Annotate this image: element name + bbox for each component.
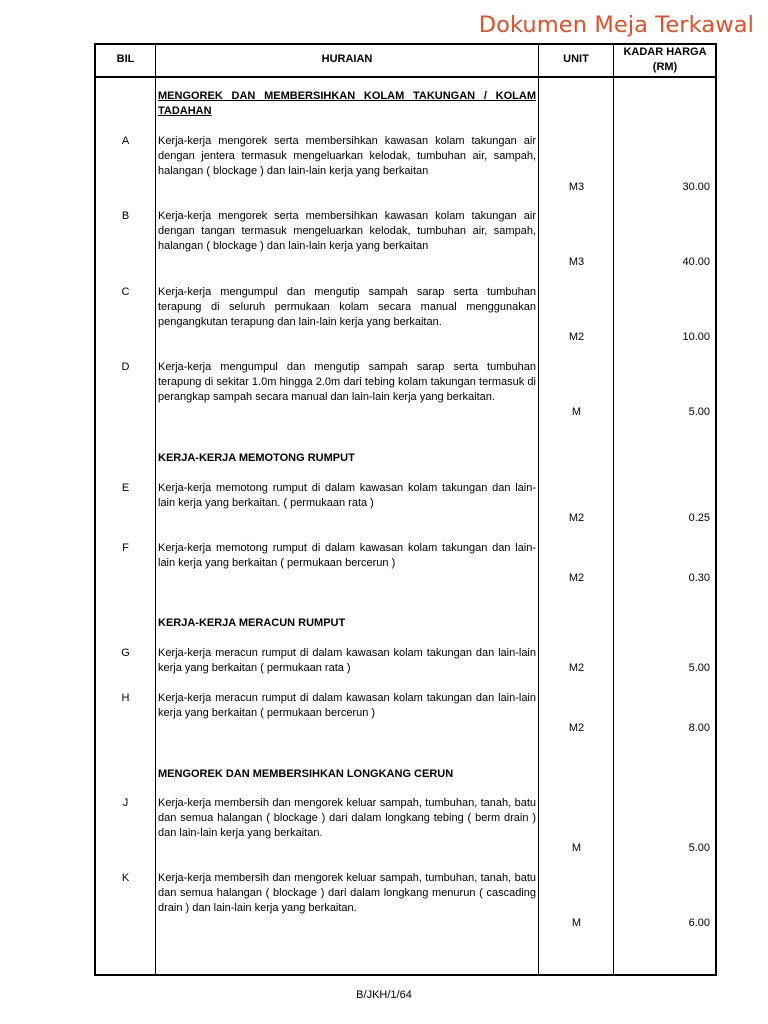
item-bil-e: E: [121, 482, 130, 494]
header-divider: [94, 76, 717, 78]
item-desc-a: Kerja-kerja mengorek serta membersihkan kawasan kolam takungan air dengan jentera termasuk mengeluarkan kelodak, tumbuhan air, sampah, halangan ( blockage ) dan lain-lain kerja yang berkaitan: [158, 135, 536, 178]
page-footer-reference: B/JKH/1/64: [356, 989, 412, 1001]
header-unit: UNIT: [563, 53, 589, 65]
item-rate-g: 5.00: [688, 662, 710, 674]
item-desc-f: Kerja-kerja memotong rumput di dalam kawasan kolam takungan dan lain-lain kerja yang berkaitan ( permukaan bercerun ): [158, 542, 536, 570]
item-unit-j: M: [571, 842, 582, 854]
header-kadar-line1: KADAR HARGA: [623, 45, 707, 58]
item-desc-h: Kerja-kerja meracun rumput di dalam kawasan kolam takungan dan lain-lain kerja yang berkaitan ( permukaan bercerun ): [158, 692, 536, 720]
item-unit-g: M2: [568, 662, 585, 674]
item-unit-a: M3: [568, 181, 585, 193]
item-rate-d: 5.00: [688, 406, 710, 418]
item-unit-h: M2: [568, 722, 585, 734]
item-bil-c: C: [121, 286, 130, 298]
item-bil-j: J: [122, 797, 129, 809]
section-title-kolam-takungan: MENGOREK DAN MEMBERSIHKAN KOLAM TAKUNGAN / KOLAM TADAHAN: [158, 90, 536, 118]
item-unit-f: M2: [568, 572, 585, 584]
item-rate-k: 6.00: [688, 917, 710, 929]
item-rate-e: 0.25: [688, 512, 710, 524]
item-rate-j: 5.00: [688, 842, 710, 854]
item-unit-b: M3: [568, 256, 585, 268]
item-bil-k: K: [121, 872, 130, 884]
item-rate-a: 30.00: [682, 181, 710, 193]
header-huraian: HURAIAN: [321, 53, 373, 65]
header-kadar-line2: (RM): [652, 60, 678, 73]
item-rate-h: 8.00: [688, 722, 710, 734]
item-rate-b: 40.00: [682, 256, 710, 268]
item-unit-d: M: [571, 406, 582, 418]
column-divider-bil: [155, 43, 156, 976]
item-rate-c: 10.00: [682, 331, 710, 343]
header-bil: BIL: [116, 53, 135, 65]
item-desc-d: Kerja-kerja mengumpul dan mengutip sampah sarap serta tumbuhan terapung di sekitar 1.0m hingga 2.0m dari tebing kolam takungan termasuk di perangkap sampah secara manual dan lain-lain kerja yang berkaitan.: [158, 361, 536, 404]
header-kadar-harga: [614, 43, 716, 76]
column-divider-huraian: [538, 43, 539, 976]
item-unit-e: M2: [568, 512, 585, 524]
item-bil-b: B: [121, 210, 130, 222]
section-title-memotong-rumput: KERJA-KERJA MEMOTONG RUMPUT: [158, 452, 355, 464]
section-title-meracun-rumput: KERJA-KERJA MERACUN RUMPUT: [158, 617, 346, 629]
item-bil-g: G: [121, 647, 130, 659]
item-desc-k: Kerja-kerja membersih dan mengorek keluar sampah, tumbuhan, tanah, batu dan semua halangan ( blockage ) dari dalam longkang menurun ( cascading drain ) dan lain-lain kerja yang berkaitan.: [158, 872, 536, 915]
item-desc-j: Kerja-kerja membersih dan mengorek keluar sampah, tumbuhan, tanah, batu dan semua halangan ( blockage ) dari dalam longkang tebing ( berm drain ) dan lain-lain kerja yang berkaitan.: [158, 797, 536, 840]
section-title-longkang-cerun: MENGOREK DAN MEMBERSIHKAN LONGKANG CERUN: [158, 768, 454, 780]
item-desc-c: Kerja-kerja mengumpul dan mengutip sampah sarap serta tumbuhan terapung di seluruh permukaan kolam secara manual menggunakan pengangkutan terapung dan lain-lain kerja yang berkaitan.: [158, 286, 536, 329]
item-desc-b: Kerja-kerja mengorek serta membersihkan kawasan kolam takungan air dengan tangan termasuk mengeluarkan kelodak, tumbuhan air, sampah, halangan ( blockage ) dan lain-lain kerja yang berkaitan: [158, 210, 536, 253]
item-unit-c: M2: [568, 331, 585, 343]
item-desc-g: Kerja-kerja meracun rumput di dalam kawasan kolam takungan dan lain-lain kerja yang berkaitan ( permukaan rata ): [158, 647, 536, 675]
item-desc-e: Kerja-kerja memotong rumput di dalam kawasan kolam takungan dan lain-lain kerja yang berkaitan. ( permukaan rata ): [158, 482, 536, 510]
item-unit-k: M: [571, 917, 582, 929]
item-bil-h: H: [121, 692, 130, 704]
item-bil-d: D: [121, 361, 130, 373]
item-bil-f: F: [122, 542, 129, 554]
item-rate-f: 0.30: [688, 572, 710, 584]
item-bil-a: A: [121, 135, 130, 147]
watermark-text: Dokumen Meja Terkawal: [478, 12, 754, 38]
